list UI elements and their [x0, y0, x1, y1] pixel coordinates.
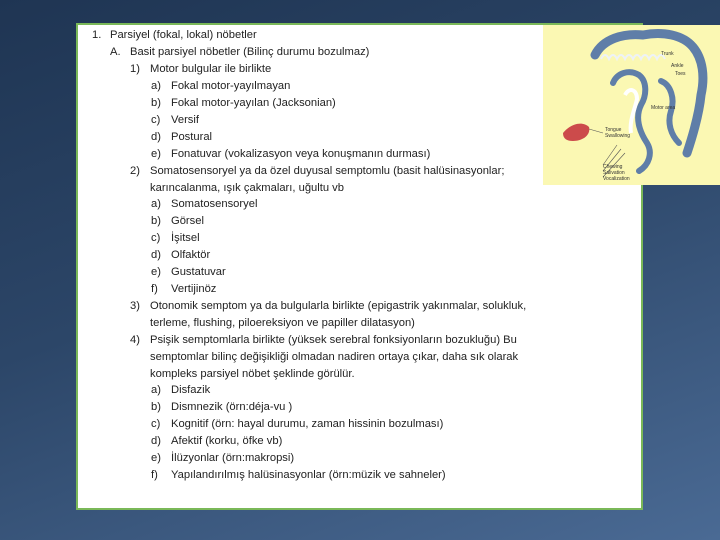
- outline-item-level4: d) Afektif (korku, öfke vb): [151, 435, 283, 447]
- outline-item-level4: c) Versif: [151, 114, 199, 126]
- outline-item-level1: 1. Parsiyel (fokal, lokal) nöbetler: [92, 29, 257, 41]
- label-motor-area: Motor area: [651, 105, 676, 111]
- label-toes: Toes: [675, 71, 686, 77]
- label-swallowing: Swallowing: [605, 133, 631, 139]
- outline-item-level4: e) Gustatuvar: [151, 266, 226, 278]
- label-vocalization: Vocalization: [603, 176, 630, 182]
- outline-item-level4: e) İlüzyonlar (örn:makropsi): [151, 452, 295, 464]
- outline-item-level4: c) İşitsel: [151, 232, 200, 244]
- motor-homunculus-figure: [543, 25, 720, 185]
- outline-item-level3: 3) Otonomik semptom ya da bulgularla birlikte (epigastrik yakınmalar, solukluk,: [130, 300, 527, 312]
- label-trunk: Trunk: [661, 51, 674, 57]
- white-matter: [625, 90, 637, 133]
- outline-item-level3: 4) Psişik semptomlarla birlikte (yüksek serebral fonksiyonların bozukluğu) Bu: [130, 334, 517, 346]
- cortex-gyri-outer: [601, 55, 665, 59]
- outline-item-level4: a) Disfazik: [151, 384, 211, 396]
- outline-item-level3: 2) Somatosensoryel ya da özel duyusal semptomlu (basit halüsinasyonlar;: [130, 165, 505, 177]
- motor-cortex-diagram: [543, 25, 720, 185]
- outline-item-level3: 1) Motor bulgular ile birlikte: [130, 63, 272, 75]
- outline-continuation: karıncalanma, ışık çakmaları, uğultu vb: [150, 182, 345, 194]
- cortex-fold-right: [661, 81, 679, 143]
- tongue-shape: [563, 124, 589, 141]
- outline-item-level4: a) Somatosensoryel: [151, 198, 258, 210]
- outline-item-level4: b) Dismnezik (örn:déja-vu ): [151, 401, 293, 413]
- outline-item-level4: f) Vertijinöz: [151, 283, 217, 295]
- outline-item-level4: c) Kognitif (örn: hayal durumu, zaman hissinin bozulması): [151, 418, 444, 430]
- outline-continuation: semptomlar bilinç değişikliği olmadan nadiren ortaya çıkar, daha sık olarak: [150, 351, 519, 363]
- label-ankle: Ankle: [671, 63, 684, 69]
- outline-continuation: kompleks parsiyel nöbet şeklinde görülür.: [150, 368, 355, 380]
- outline-continuation: terleme, flushing, piloereksiyon ve papiller dilatasyon): [150, 317, 415, 329]
- outline-item-level4: b) Fokal motor-yayılan (Jacksonian): [151, 97, 336, 109]
- label-chewing: Chewing: [603, 164, 623, 170]
- label-tongue: Tongue: [605, 127, 622, 133]
- outline-item-level4: e) Fonatuvar (vokalizasyon veya konuşmanın durması): [151, 148, 431, 160]
- outline-item-level4: f) Yapılandırılmış halüsinasyonlar (örn:müzik ve sahneler): [151, 469, 446, 481]
- outline-item-level4: a) Fokal motor-yayılmayan: [151, 80, 291, 92]
- outline-item-level2: A. Basit parsiyel nöbetler (Bilinç durumu bozulmaz): [110, 46, 370, 58]
- label-salivation: Salivation: [603, 170, 625, 176]
- outline-item-level4: d) Olfaktör: [151, 249, 211, 261]
- outline-item-level4: d) Postural: [151, 131, 213, 143]
- outline-item-level4: b) Görsel: [151, 215, 204, 227]
